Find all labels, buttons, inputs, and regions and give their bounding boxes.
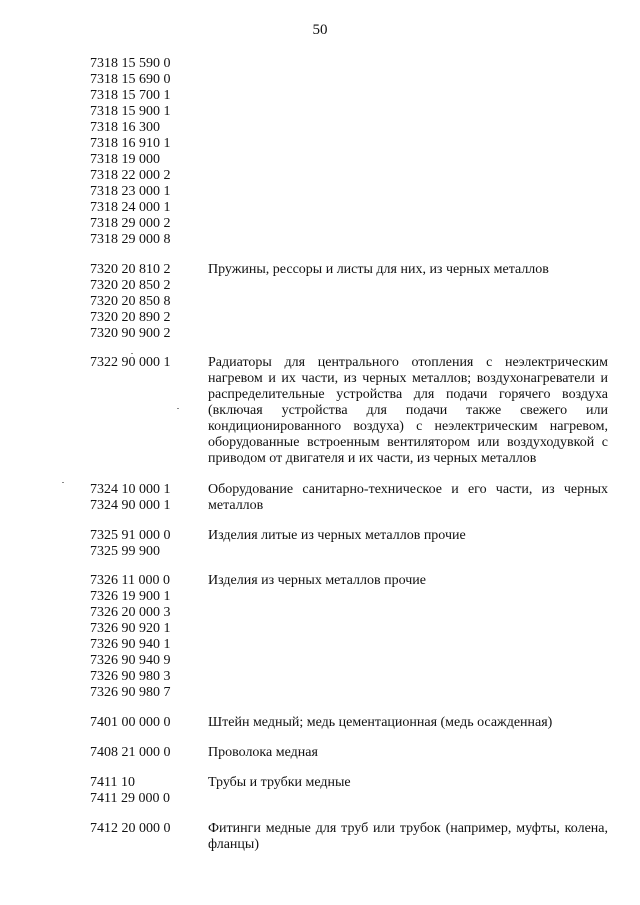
tariff-code: 7408 21 000 0: [90, 745, 171, 760]
tariff-code: 7326 90 980 7: [90, 685, 171, 700]
code-list: [90, 715, 208, 731]
page-number: 50: [312, 22, 328, 38]
tariff-code: 7318 22 000 2: [90, 168, 171, 183]
tariff-code: 7324 10 000 1: [90, 482, 171, 497]
tariff-code: 7326 20 000 3: [90, 605, 171, 620]
tariff-code: 7318 23 000 1: [90, 184, 171, 199]
table-row: [90, 262, 612, 342]
table-row: [90, 775, 612, 807]
tariff-code: 7318 29 000 2: [90, 216, 171, 231]
code-list: [90, 528, 208, 560]
scan-speck: [131, 353, 133, 354]
table-row: [90, 745, 612, 761]
code-list: [90, 482, 208, 514]
table-row: [90, 355, 612, 467]
tariff-code: 7320 20 850 8: [90, 294, 171, 309]
tariff-code: 7324 90 000 1: [90, 498, 171, 513]
tariff-code: 7325 99 900: [90, 544, 160, 559]
tariff-code: 7320 20 890 2: [90, 310, 171, 325]
code-list: [90, 775, 208, 807]
tariff-code: 7318 19 000: [90, 152, 160, 167]
table-row: [90, 56, 612, 248]
tariff-code: 7401 00 000 0: [90, 715, 171, 730]
tariff-code: 7320 20 810 2: [90, 262, 171, 277]
code-list: [90, 56, 208, 248]
tariff-code: 7318 16 300: [90, 120, 160, 135]
tariff-code: 7411 29 000 0: [90, 791, 170, 806]
tariff-code: 7326 11 000 0: [90, 573, 170, 588]
tariff-code-table: [90, 56, 612, 853]
tariff-code: 7320 90 900 2: [90, 326, 171, 341]
tariff-code: 7318 29 000 8: [90, 232, 171, 247]
tariff-code: 7318 15 900 1: [90, 104, 171, 119]
item-description: Пружины, рессоры и листы для них, из черных металлов: [208, 262, 549, 277]
tariff-code: 7326 19 900 1: [90, 589, 171, 604]
item-description: Трубы и трубки медные: [208, 775, 351, 790]
tariff-code: 7326 90 940 1: [90, 637, 171, 652]
tariff-code: 7318 15 590 0: [90, 56, 171, 71]
scan-speck: [62, 482, 64, 483]
tariff-code: 7318 16 910 1: [90, 136, 171, 151]
tariff-code: 7326 90 940 9: [90, 653, 171, 668]
tariff-code: 7318 15 700 1: [90, 88, 171, 103]
item-description: Изделия литые из черных металлов прочие: [208, 528, 466, 543]
tariff-code: 7412 20 000 0: [90, 821, 171, 836]
tariff-code: 7326 90 980 3: [90, 669, 171, 684]
table-row: [90, 821, 612, 853]
tariff-code: 7325 91 000 0: [90, 528, 171, 543]
scan-speck: [177, 408, 179, 409]
item-description: Проволока медная: [208, 745, 318, 760]
tariff-code: 7326 90 920 1: [90, 621, 171, 636]
item-description: Оборудование санитарно-техническое и его части, из черных металлов: [208, 482, 608, 513]
item-description: Штейн медный; медь цементационная (медь осажденная): [208, 715, 553, 730]
code-list: [90, 355, 208, 467]
table-row: [90, 528, 612, 560]
table-row: [90, 715, 612, 731]
item-description: Изделия из черных металлов прочие: [208, 573, 426, 588]
tariff-code: 7320 20 850 2: [90, 278, 171, 293]
code-list: [90, 262, 208, 342]
tariff-code: 7318 24 000 1: [90, 200, 171, 215]
item-description: Фитинги медные для труб или трубок (например, муфты, колена, фланцы): [208, 821, 608, 852]
item-description: Радиаторы для центрального отопления с неэлектрическим нагревом и их части, из черных металлов; воздухонагреватели и распределительные устройства для подачи горячего воздуха (включая устройства для подачи также свежего или кондиционированного воздуха) с неэлектрическим нагревом, оборудованные встроенным вентилятором или воздуходувкой с приводом от двигателя и их части, из черных металлов: [208, 355, 608, 466]
table-row: [90, 573, 612, 701]
code-list: [90, 745, 208, 761]
tariff-code: 7411 10: [90, 775, 135, 790]
item-description: [208, 56, 608, 248]
code-list: [90, 821, 208, 853]
code-list: [90, 573, 208, 701]
tariff-code: 7318 15 690 0: [90, 72, 171, 87]
tariff-code: 7322 90 000 1: [90, 355, 171, 370]
table-row: [90, 482, 612, 514]
